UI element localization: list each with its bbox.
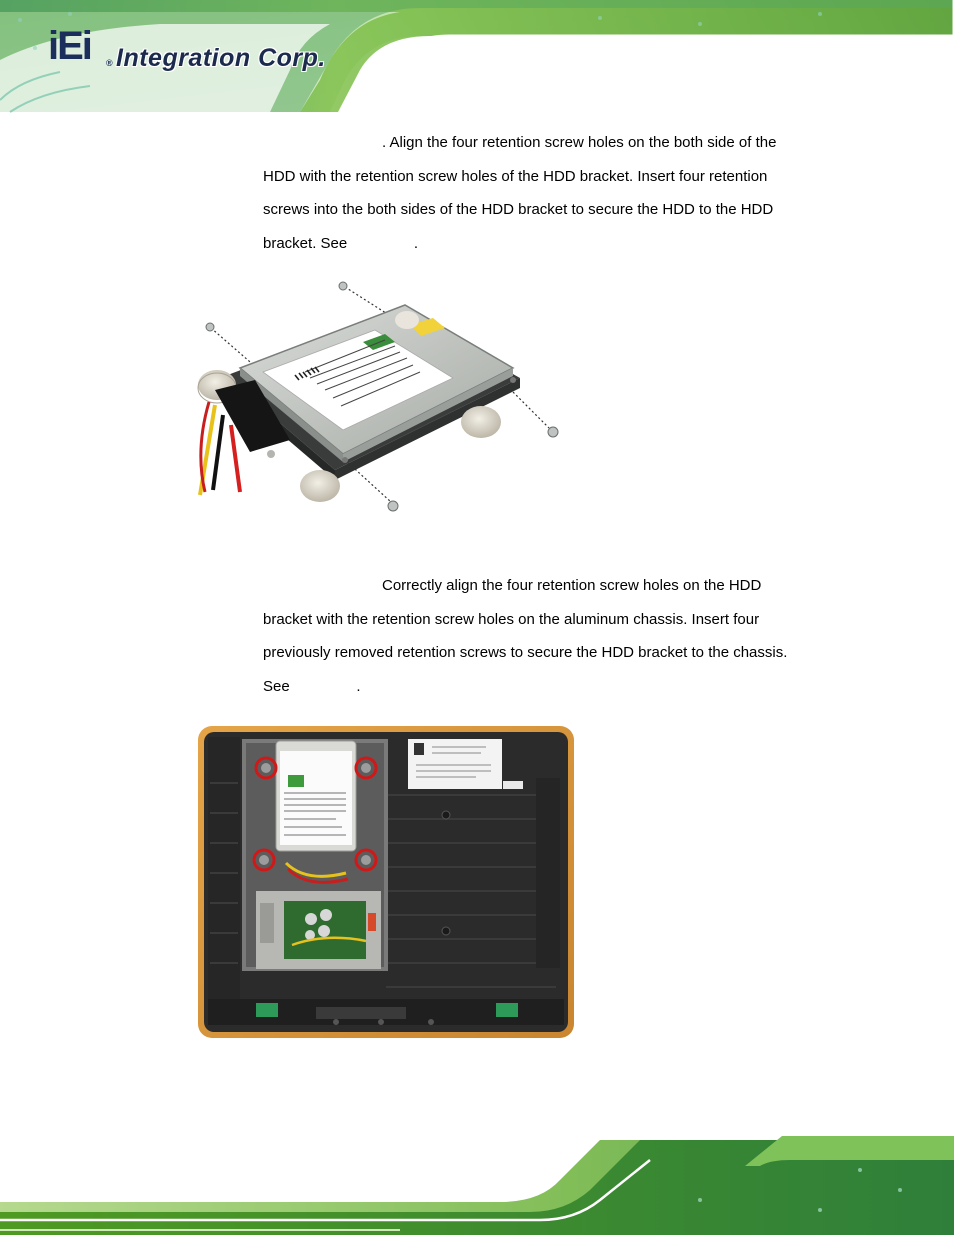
step2-line-3: previously removed retention screws to secure the HDD bracket to the chassis. — [263, 644, 788, 661]
logo-mark: iEi — [48, 24, 91, 68]
step1-line-2: HDD with the retention screw holes of the HDD bracket. Insert four retention — [263, 167, 768, 185]
logo-text: Integration Corp. — [116, 44, 326, 72]
company-logo — [0, 0, 340, 100]
step1-paragraph — [263, 126, 823, 260]
step2-line-2: bracket with the retention screw holes on the aluminum chassis. Insert four — [263, 610, 760, 628]
chassis-figure — [196, 723, 576, 1041]
footer-banner — [0, 1130, 954, 1235]
footer-graphic — [0, 1130, 954, 1235]
step2-line-4: See . — [263, 677, 361, 695]
step2-paragraph — [263, 569, 823, 703]
step1-line-4: bracket. See . — [263, 234, 419, 252]
hdd-bracket-figure — [195, 280, 565, 515]
step1-line-1: . Align the four retention screw holes on the both side of the — [382, 134, 777, 151]
step2-line-1: Correctly align the four retention screw holes on the HDD — [382, 577, 762, 594]
header-banner — [0, 0, 954, 115]
logo-registered: ® — [106, 58, 113, 68]
step1-line-3: screws into the both sides of the HDD bracket to secure the HDD to the HDD — [263, 201, 774, 218]
